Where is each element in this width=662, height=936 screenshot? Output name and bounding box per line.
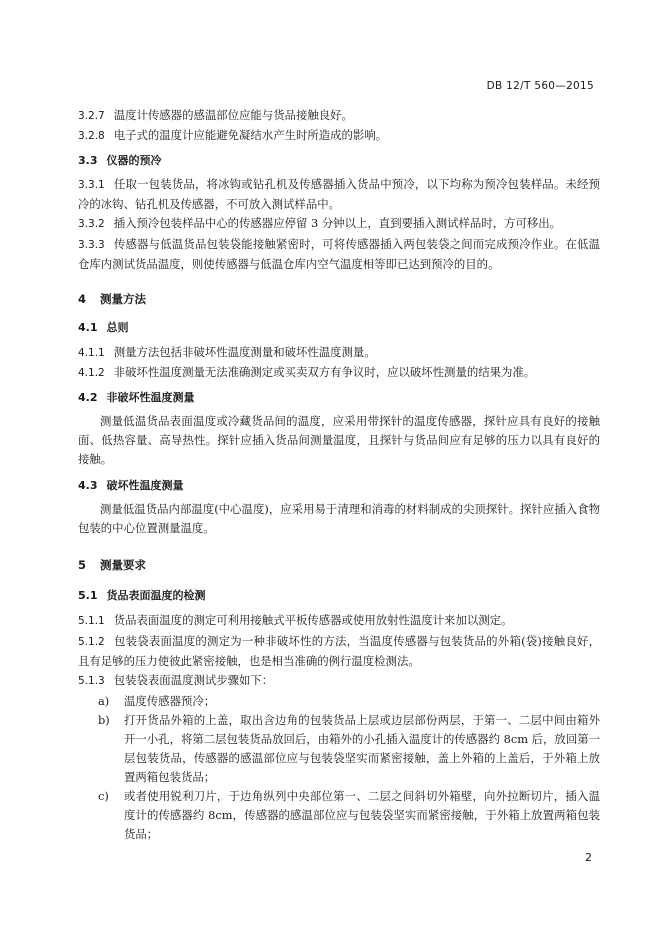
clause-text: 插入预冷包装样品中心的传感器应停留 3 分钟以上，直到要插入测试样品时，方可移出。 [113,216,562,230]
clause-number: 5.1.2 [78,636,105,648]
list-item-b [98,711,600,787]
clause-number: 3.3.3 [78,239,105,251]
clause-text: 包装袋表面温度的测定为一种非破坏性的方法，当温度传感器与包装货品的外箱(袋)接触良好，且有足够的压力使彼此紧密接触，也是相当准确的例行温度检测法。 [78,634,600,668]
section-title: 货品表面温度的检测 [106,589,206,602]
clause-text: 非破坏性温度测量无法准确测定或买卖双方有争议时，应以破坏性测量的结果为准。 [113,365,536,379]
clause-text: 测量方法包括非破坏性温度测量和破坏性温度测量。 [113,345,376,359]
list-text: 温度传感器预冷； [124,694,216,708]
section-title: 仪器的预冷 [106,154,162,167]
list-item-a [98,692,600,711]
clause-3-2-7 [78,108,598,124]
clause-text: 传感器与低温货品包装袋能接触紧密时，可将传感器插入两包装袋之间而完成预冷作业。在低温仓库内测试货品温度，则使传感器与低温仓库内空气温度相等即已达到预冷的目的。 [78,237,600,271]
section-4-3-heading [78,478,598,493]
clause-5-1-3 [78,673,598,689]
section-4-3-body: 测量低温货品内部温度(中心温度)，应采用易于清理和消毒的材料制成的尖顶探针。探针应插入食物包装的中心位置测量温度。 [78,502,600,535]
clause-5-1-2 [78,632,600,671]
clause-text: 任取一包装货品，将冰钩或钻孔机及传感器插入货品中预冷，以下均称为预冷包装样品。未经预冷的冰钩、钻孔机及传感器，不可放入测试样品中。 [78,177,600,211]
section-4-1-heading [78,320,598,335]
section-4-heading [78,292,598,307]
section-title: 总则 [106,321,129,334]
section-number: 5 [78,558,87,572]
clause-number: 3.2.7 [78,110,105,122]
clause-text: 电子式的温度计应能避免凝结水产生时所造成的影响。 [113,128,388,142]
clause-number: 3.3.1 [78,179,105,191]
section-title: 非破坏性温度测量 [106,391,195,404]
clause-3-3-3 [78,235,600,274]
section-number: 4.1 [78,321,98,334]
clause-text: 包装袋表面温度测试步骤如下： [113,673,274,687]
list-label: b) [98,713,110,727]
list-item-c [98,787,600,844]
section-number: 4.3 [78,479,98,492]
clause-text: 温度计传感器的感温部位应能与货品接触良好。 [113,108,353,122]
list-label: c) [98,789,109,803]
section-title: 测量方法 [100,292,147,306]
clause-number: 3.2.8 [78,130,105,142]
page-number: 2 [585,851,592,864]
section-3-3-heading [78,153,598,168]
section-title: 测量要求 [100,558,147,572]
list-text: 打开货品外箱的上盖，取出含边角的包装货品上层或边层部份两层，于第一、二层中间由箱外开一小孔，将第二层包装货品放回后，由箱外的小孔插入温度计的传感器约 8cm 后，放回第一层包装货品，传感器的感温部位应与包装袋坚实而紧密接触，盖上外箱的上盖后，于外箱上放置两箱包装货品； [124,713,600,784]
section-4-2-heading [78,390,598,405]
clause-5-1-1 [78,613,598,629]
section-number: 3.3 [78,154,98,167]
clause-number: 5.1.1 [78,615,105,627]
section-number: 4 [78,292,87,306]
clause-number: 5.1.3 [78,675,105,687]
clause-3-3-2 [78,216,598,232]
standard-code: DB 12/T 560—2015 [486,80,594,92]
clause-number: 3.3.2 [78,218,105,230]
clause-number: 4.1.2 [78,367,105,379]
section-number: 4.2 [78,391,98,404]
clause-3-2-8 [78,128,598,144]
clause-4-1-2 [78,365,598,381]
list-text: 或者使用锐利刀片，于边角纵列中央部位第一、二层之间斜切外箱壁，向外拉断切片，插入温度计的传感器约 8cm，传感器的感温部位应与包装袋坚实而紧密接触，于外箱上放置两箱包装货品； [124,789,600,841]
clause-4-1-1 [78,345,598,361]
clause-3-3-1 [78,175,600,214]
list-label: a) [98,694,110,708]
section-5-1-heading [78,588,598,603]
section-4-2-body: 测量低温货品表面温度或冷藏货品间的温度，应采用带探针的温度传感器，探针应具有良好的接触面、低热容量、高导热性。探针应插入货品间测量温度，且探针与货品间应有足够的压力以具有良好的接触。 [78,414,600,466]
section-5-heading [78,558,598,573]
section-number: 5.1 [78,589,98,602]
section-title: 破坏性温度测量 [106,479,184,492]
clause-text: 货品表面温度的测定可利用接触式平板传感器或使用放射性温度计来加以测定。 [113,613,513,627]
clause-number: 4.1.1 [78,347,105,359]
